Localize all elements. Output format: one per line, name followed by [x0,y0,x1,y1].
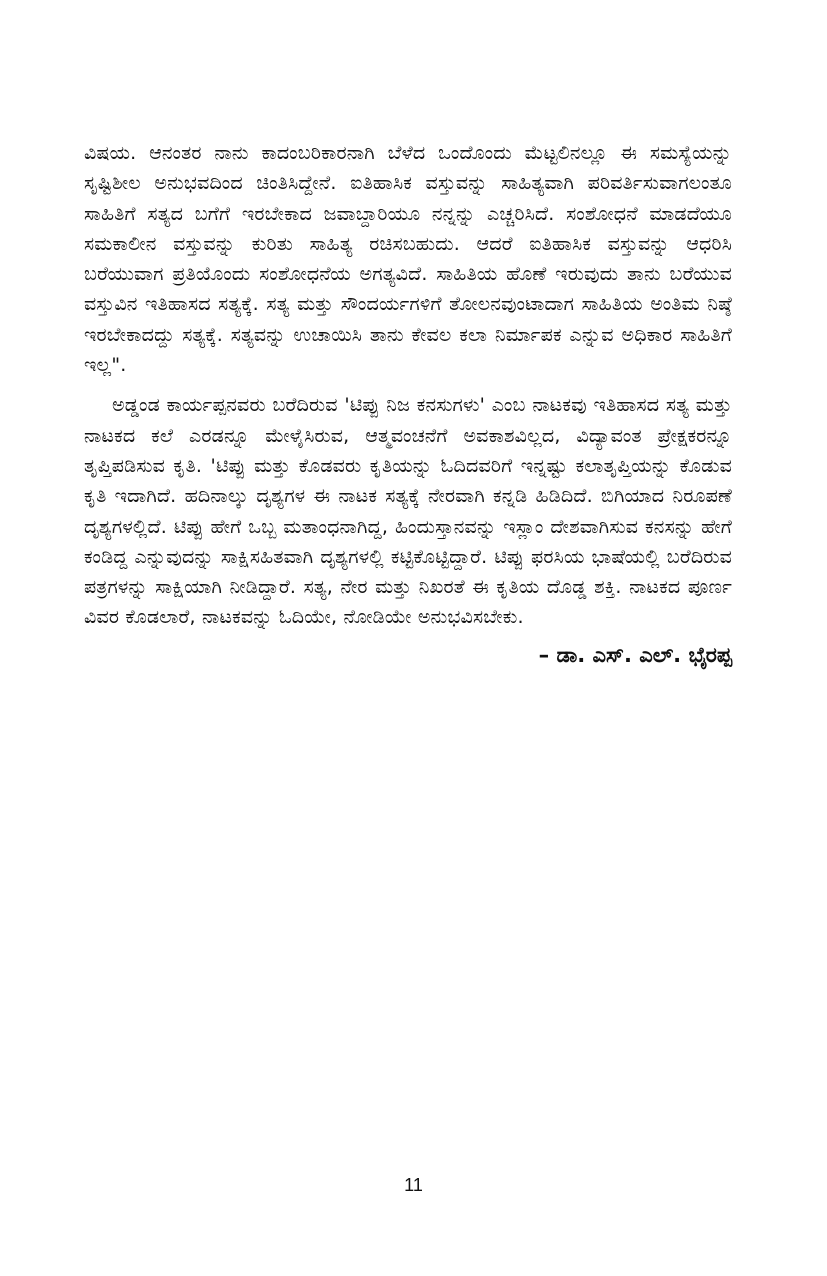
body-paragraph-1: ವಿಷಯ. ಆನಂತರ ನಾನು ಕಾದಂಬರಿಕಾರನಾಗಿ ಬೆಳೆದ ಒಂದೊಂದು ಮೆಟ್ಟಲಿನಲ್ಲೂ ಈ ಸಮಸ್ಯೆಯನ್ನು ಸೃಷ್ಟಿಶೀಲ ಅನುಭವದಿಂದ ಚಿಂತಿಸಿದ್ದೇನೆ. ಐತಿಹಾಸಿಕ ವಸ್ತುವನ್ನು ಸಾಹಿತ್ಯವಾಗಿ ಪರಿವರ್ತಿಸುವಾಗಲಂತೂ ಸಾಹಿತಿಗೆ ಸತ್ಯದ ಬಗೆಗೆ ಇರಬೇಕಾದ ಜವಾಬ್ದಾರಿಯೂ ನನ್ನನ್ನು ಎಚ್ಚರಿಸಿದೆ. ಸಂಶೋಧನೆ ಮಾಡದೆಯೂ ಸಮಕಾಲೀನ ವಸ್ತುವನ್ನು ಕುರಿತು ಸಾಹಿತ್ಯ ರಚಿಸಬಹುದು. ಆದರೆ ಐತಿಹಾಸಿಕ ವಸ್ತುವನ್ನು ಆಧರಿಸಿ ಬರೆಯುವಾಗ ಪ್ರತಿಯೊಂದು ಸಂಶೋಧನೆಯ ಅಗತ್ಯವಿದೆ. ಸಾಹಿತಿಯ ಹೊಣೆ ಇರುವುದು ತಾನು ಬರೆಯುವ ವಸ್ತುವಿನ ಇತಿಹಾಸದ ಸತ್ಯಕ್ಕೆ. ಸತ್ಯ ಮತ್ತು ಸೌಂದರ್ಯಗಳಿಗೆ ತೋಲನವುಂಟಾದಾಗ ಸಾಹಿತಿಯ ಅಂತಿಮ ನಿಷ್ಠೆ ಇರಬೇಕಾದದ್ದು ಸತ್ಯಕ್ಕೆ. ಸತ್ಯವನ್ನು ಉಚಾಯಿಸಿ ತಾನು ಕೇವಲ ಕಲಾ ನಿರ್ಮಾಪಕ ಎನ್ನುವ ಅಧಿಕಾರ ಸಾಹಿತಿಗೆ ಇಲ್ಲ". [84,142,732,377]
author-signature: – ಡಾ. ಎಸ್. ಎಲ್. ಭೈರಪ್ಪ [538,642,732,667]
document-page [84,138,732,673]
body-paragraph-2: ಅಡ್ಡಂಡ ಕಾರ್ಯಪ್ಪನವರು ಬರೆದಿರುವ 'ಟಿಪ್ಪು ನಿಜ ಕನಸುಗಳು' ಎಂಬ ನಾಟಕವು ಇತಿಹಾಸದ ಸತ್ಯ ಮತ್ತು ನಾಟಕದ ಕಲೆ ಎರಡನ್ನೂ ಮೇಳೈಸಿರುವ, ಆತ್ಮವಂಚನೆಗೆ ಅವಕಾಶವಿಲ್ಲದ, ವಿದ್ಯಾವಂತ ಪ್ರೇಕ್ಷಕರನ್ನೂ ತೃಪ್ತಿಪಡಿಸುವ ಕೃತಿ. 'ಟಿಪ್ಪು ಮತ್ತು ಕೊಡವರು ಕೃತಿಯನ್ನು ಓದಿದವರಿಗೆ ಇನ್ನಷ್ಟು ಕಲಾತೃಪ್ತಿಯನ್ನು ಕೊಡುವ ಕೃತಿ ಇದಾಗಿದೆ. ಹದಿನಾಲ್ಕು ದೃಶ್ಯಗಳ ಈ ನಾಟಕ ಸತ್ಯಕ್ಕೆ ನೇರವಾಗಿ ಕನ್ನಡಿ ಹಿಡಿದಿದೆ. ಬಿಗಿಯಾದ ನಿರೂಪಣೆ ದೃಶ್ಯಗಳಲ್ಲಿದೆ. ಟಿಪ್ಪು ಹೇಗೆ ಒಬ್ಬ ಮತಾಂಧನಾಗಿದ್ದ, ಹಿಂದುಸ್ತಾನವನ್ನು ಇಸ್ಲಾಂ ದೇಶವಾಗಿಸುವ ಕನಸನ್ನು ಹೇಗೆ ಕಂಡಿದ್ದ ಎನ್ನುವುದನ್ನು ಸಾಕ್ಷಿಸಹಿತವಾಗಿ ದೃಶ್ಯಗಳಲ್ಲಿ ಕಟ್ಟಿಕೊಟ್ಟಿದ್ದಾರೆ. ಟಿಪ್ಪು ಫರಸಿಯ ಭಾಷೆಯಲ್ಲಿ ಬರೆದಿರುವ ಪತ್ರಗಳನ್ನು ಸಾಕ್ಷಿಯಾಗಿ ನೀಡಿದ್ದಾರೆ. ಸತ್ಯ, ನೇರ ಮತ್ತು ನಿಖರತೆ ಈ ಕೃತಿಯ ದೊಡ್ಡ ಶಕ್ತಿ. ನಾಟಕದ ಪೂರ್ಣ ವಿವರ ಕೊಡಲಾರೆ, ನಾಟಕವನ್ನು ಓದಿಯೇ, ನೋಡಿಯೇ ಅನುಭವಿಸಬೇಕು. [84,394,732,629]
page-number: 11 [404,1175,423,1195]
